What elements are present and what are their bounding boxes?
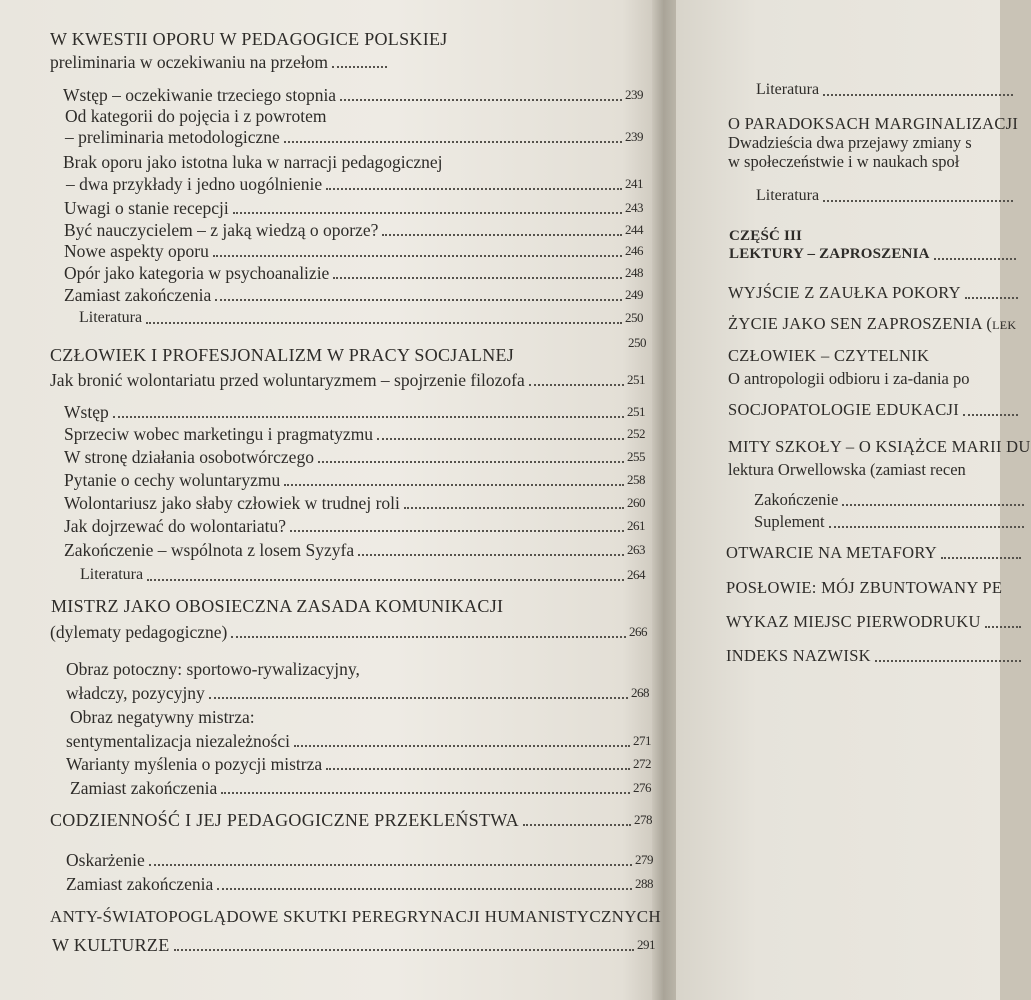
toc-chapter-title: INDEKS NAZWISK	[726, 646, 1021, 666]
toc-chapter-title: POSŁOWIE: MÓJ ZBUNTOWANY PE	[726, 578, 1003, 597]
toc-entry: Zamiast zakończenia 276	[70, 778, 651, 798]
toc-entry: Jak dojrzewać do wolontariatu? 261	[64, 516, 645, 536]
toc-subtitle: preliminaria w oczekiwaniu na przełom	[50, 52, 390, 72]
toc-entry: – preliminaria metodologiczne 239	[65, 127, 643, 147]
toc-entry: Suplement	[754, 512, 1024, 532]
toc-chapter-title: W KULTURZE 291	[52, 935, 655, 955]
toc-entry: Sprzeciw wobec marketingu i pragmatyzmu 252	[64, 424, 645, 444]
toc-chapter-title: SOCJOPATOLOGIE EDUKACJI	[728, 400, 1018, 420]
toc-subtitle: w społeczeństwie i w naukach społ	[728, 152, 960, 171]
toc-entry: Zamiast zakończenia 249	[64, 285, 643, 305]
toc-entry: Oskarżenie 279	[66, 850, 653, 870]
toc-entry: Wstęp 251	[64, 402, 645, 422]
toc-chapter-title: MITY SZKOŁY – O KSIĄŻCE MARII DU	[728, 437, 1031, 456]
toc-entry-literature: Literatura 250	[79, 309, 643, 326]
toc-entry: Obraz potoczny: sportowo-rywalizacyjny,	[66, 659, 360, 679]
toc-subtitle: Dwadzieścia dwa przejawy zmiany s	[728, 133, 972, 152]
toc-entry: Od kategorii do pojęcia i z powrotem	[65, 106, 327, 126]
toc-page-number: 250	[628, 335, 646, 350]
toc-subtitle: O antropologii odbioru i za-dania po	[728, 369, 970, 388]
toc-chapter-title: O PARADOKSACH MARGINALIZACJI	[728, 114, 1019, 133]
toc-entry: Opór jako kategoria w psychoanalizie 248	[64, 263, 643, 283]
toc-entry: Warianty myślenia o pozycji mistrza 272	[66, 754, 651, 774]
toc-chapter-title: W KWESTII OPORU W PEDAGOGICE POLSKIEJ	[50, 29, 448, 49]
toc-entry: Pytanie o cechy woluntaryzmu 258	[64, 470, 645, 490]
toc-entry: Być nauczycielem – z jaką wiedzą o oporze? 244	[64, 220, 643, 240]
toc-entry: Wstęp – oczekiwanie trzeciego stopnia 239	[63, 85, 643, 105]
toc-entry: Uwagi o stanie recepcji 243	[64, 198, 643, 218]
toc-chapter-title: OTWARCIE NA METAFORY	[726, 543, 1021, 563]
toc-entry: Nowe aspekty oporu 246	[64, 241, 643, 261]
toc-entry: Obraz negatywny mistrza:	[70, 707, 255, 727]
part-title: LEKTURY – ZAPROSZENIA	[729, 244, 1019, 264]
toc-entry: sentymentalizacja niezależności 271	[66, 731, 651, 751]
toc-subtitle: Jak bronić wolontariatu przed woluntaryzmem – spojrzenie filozofa 251	[50, 370, 645, 390]
toc-entry-literature: Literatura 264	[80, 566, 645, 583]
toc-entry: Brak oporu jako istotna luka w narracji pedagogicznej	[63, 152, 443, 172]
toc-chapter-title: MISTRZ JAKO OBOSIECZNA ZASADA KOMUNIKACJI	[51, 596, 504, 616]
toc-chapter-title: WYJŚCIE Z ZAUŁKA POKORY	[728, 283, 1018, 303]
toc-entry: – dwa przykłady i jedno uogólnienie 241	[66, 174, 643, 194]
toc-subtitle: (dylematy pedagogiczne) 266	[50, 622, 647, 642]
toc-entry-literature: Literatura	[756, 186, 1016, 206]
toc-entry-literature: Literatura	[756, 80, 1016, 100]
book-gutter	[652, 0, 678, 1000]
toc-entry: Zakończenie	[754, 490, 1024, 510]
toc-chapter-title: ANTY-ŚWIATOPOGLĄDOWE SKUTKI PEREGRYNACJI HUMANISTYCZNYCH	[50, 907, 662, 926]
toc-subtitle: lektura Orwellowska (zamiast recen	[728, 460, 966, 479]
toc-chapter-title: WYKAZ MIEJSC PIERWODRUKU	[726, 612, 1021, 632]
toc-entry: W stronę działania osobotwórczego 255	[64, 447, 645, 467]
toc-entry: władczy, pozycyjny 268	[66, 683, 649, 703]
toc-chapter-title: CZŁOWIEK – CZYTELNIK	[728, 346, 930, 365]
toc-entry: Wolontariusz jako słaby człowiek w trudnej roli 260	[64, 493, 645, 513]
toc-entry: Zamiast zakończenia 288	[66, 874, 653, 894]
toc-chapter-title: ŻYCIE JAKO SEN ZAPROSZENIA (lek	[728, 314, 1017, 333]
toc-chapter-title: CODZIENNOŚĆ I JEJ PEDAGOGICZNE PRZEKLEŃSTWA 278	[50, 810, 652, 830]
part-label: CZĘŚĆ III	[729, 228, 803, 244]
right-toc	[676, 0, 1031, 1000]
toc-entry: Zakończenie – wspólnota z losem Syzyfa 263	[64, 540, 645, 560]
toc-chapter-title: CZŁOWIEK I PROFESJONALIZM W PRACY SOCJALNEJ	[50, 345, 515, 365]
